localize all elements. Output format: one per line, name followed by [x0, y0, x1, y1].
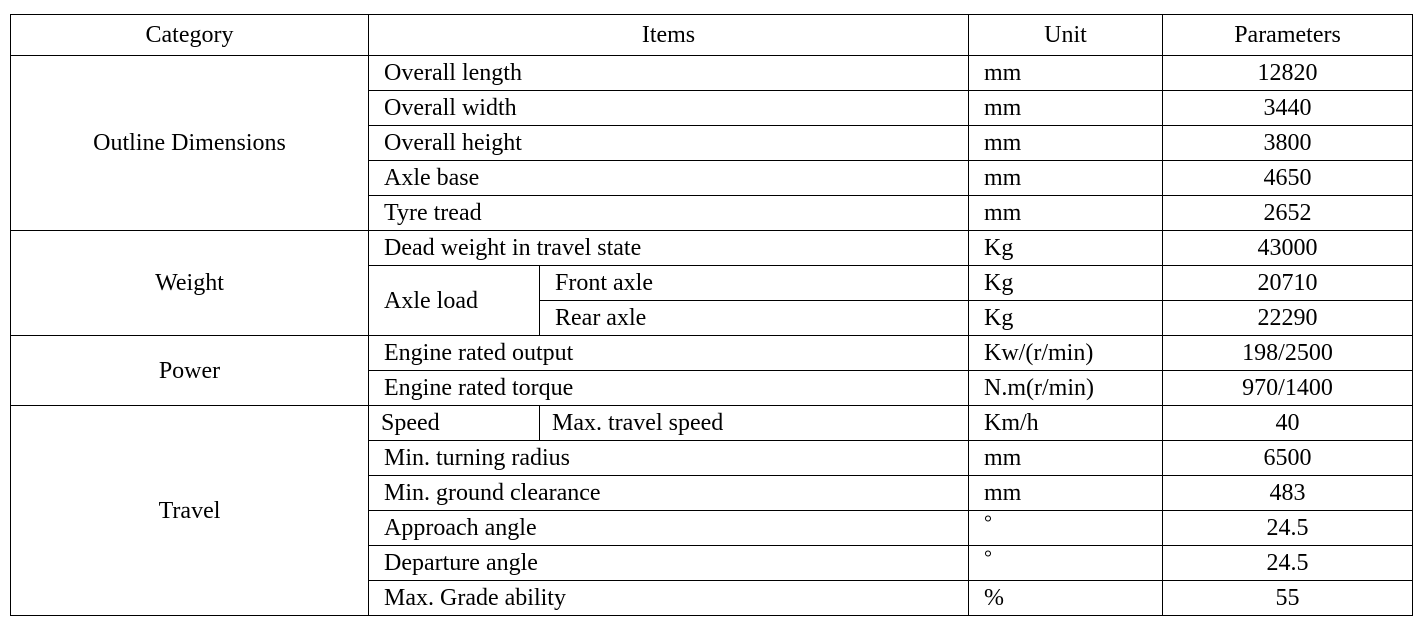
- header-category: Category: [11, 15, 369, 56]
- item-cell: Front axle: [540, 266, 969, 301]
- value-cell: 24.5: [1163, 546, 1413, 581]
- value-cell: 3800: [1163, 126, 1413, 161]
- unit-cell: Kg: [969, 231, 1163, 266]
- degree-symbol: °: [984, 547, 992, 569]
- unit-cell: Kw/(r/min): [969, 336, 1163, 371]
- value-cell: 24.5: [1163, 511, 1413, 546]
- spec-table: [10, 14, 1413, 616]
- table-row: [11, 56, 1413, 91]
- subgroup-speed: Speed: [369, 406, 540, 441]
- item-cell: Tyre tread: [369, 196, 969, 231]
- unit-cell: [969, 546, 1163, 581]
- header-row: [11, 15, 1413, 56]
- unit-cell: mm: [969, 441, 1163, 476]
- item-cell: Dead weight in travel state: [369, 231, 969, 266]
- value-cell: 22290: [1163, 301, 1413, 336]
- item-cell: Axle base: [369, 161, 969, 196]
- item-cell: Engine rated output: [369, 336, 969, 371]
- unit-cell: %: [969, 581, 1163, 616]
- value-cell: 970/1400: [1163, 371, 1413, 406]
- category-outline-dimensions: Outline Dimensions: [11, 56, 369, 231]
- header-unit: Unit: [969, 15, 1163, 56]
- value-cell: 20710: [1163, 266, 1413, 301]
- item-cell: Overall height: [369, 126, 969, 161]
- item-cell: Rear axle: [540, 301, 969, 336]
- value-cell: 40: [1163, 406, 1413, 441]
- subgroup-axle-load: Axle load: [369, 266, 540, 336]
- category-weight: Weight: [11, 231, 369, 336]
- category-travel: Travel: [11, 406, 369, 616]
- value-cell: 43000: [1163, 231, 1413, 266]
- unit-cell: mm: [969, 56, 1163, 91]
- item-cell: Max. travel speed: [540, 406, 969, 441]
- table-row: [11, 231, 1413, 266]
- value-cell: 3440: [1163, 91, 1413, 126]
- value-cell: 4650: [1163, 161, 1413, 196]
- table-row: [11, 406, 1413, 441]
- header-items: Items: [369, 15, 969, 56]
- unit-cell: Kg: [969, 266, 1163, 301]
- value-cell: 55: [1163, 581, 1413, 616]
- item-cell: Min. ground clearance: [369, 476, 969, 511]
- value-cell: 12820: [1163, 56, 1413, 91]
- value-cell: 198/2500: [1163, 336, 1413, 371]
- degree-symbol: °: [984, 512, 992, 534]
- item-cell: Overall length: [369, 56, 969, 91]
- unit-cell: mm: [969, 91, 1163, 126]
- unit-cell: mm: [969, 196, 1163, 231]
- unit-cell: [969, 511, 1163, 546]
- header-parameters: Parameters: [1163, 15, 1413, 56]
- category-power: Power: [11, 336, 369, 406]
- value-cell: 2652: [1163, 196, 1413, 231]
- unit-cell: mm: [969, 126, 1163, 161]
- value-cell: 6500: [1163, 441, 1413, 476]
- unit-cell: N.m(r/min): [969, 371, 1163, 406]
- table-row: [11, 336, 1413, 371]
- item-cell: Departure angle: [369, 546, 969, 581]
- unit-cell: Km/h: [969, 406, 1163, 441]
- item-cell: Approach angle: [369, 511, 969, 546]
- value-cell: 483: [1163, 476, 1413, 511]
- unit-cell: mm: [969, 476, 1163, 511]
- unit-cell: mm: [969, 161, 1163, 196]
- item-cell: Min. turning radius: [369, 441, 969, 476]
- item-cell: Engine rated torque: [369, 371, 969, 406]
- item-cell: Max. Grade ability: [369, 581, 969, 616]
- item-cell: Overall width: [369, 91, 969, 126]
- unit-cell: Kg: [969, 301, 1163, 336]
